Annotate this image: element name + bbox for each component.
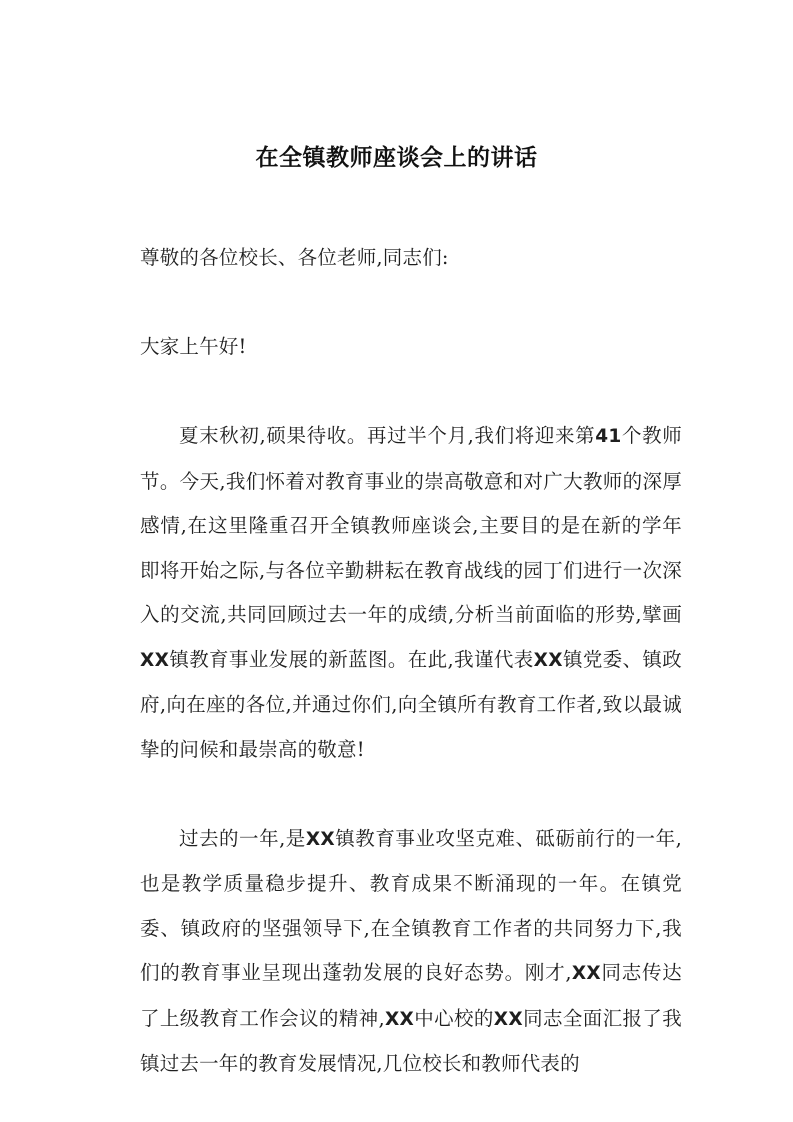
salutation-line: 尊敬的各位校长、各位老师,同志们: bbox=[140, 246, 449, 269]
bold-run: XX bbox=[384, 1008, 415, 1030]
text-run: 同志传达了上级教育工作会议的精神, bbox=[140, 961, 682, 1030]
text-run: 过去的一年,是 bbox=[179, 826, 306, 850]
text-run: 镇教育事业发展的新蓝图。在此,我谨代表 bbox=[169, 647, 534, 671]
spacer bbox=[140, 370, 682, 415]
bold-run: XX bbox=[571, 963, 601, 984]
spacer bbox=[140, 281, 682, 326]
bold-run: XX bbox=[533, 649, 563, 671]
text-run: 镇教育事业攻坚克难、砥砺前行的一年,也是教学质量稳步提升、教育成果不断涌现的一年。在镇党委、镇政府的坚强领导下,在全镇教育工作者的共同努力下,我们的教育事业呈现出蓬勃发展的良好态势。刚才, bbox=[140, 826, 682, 984]
greeting-line: 大家上午好! bbox=[140, 335, 247, 358]
text-run: 中心校的 bbox=[414, 1006, 494, 1030]
bold-run: XX bbox=[140, 649, 170, 671]
bold-run: 41 bbox=[595, 426, 622, 447]
bold-run: XX bbox=[493, 1008, 523, 1030]
document-body bbox=[140, 236, 682, 1087]
text-run: 个教师节。今天,我们怀着对教育事业的崇高敬意和对广大教师的深厚感情,在这里隆重召开全镇教师座谈会,主要目的是在新的学年即将开始之际,与各位辛勤耕耘在教育战线的园丁们进行一次深入的交流,共同回顾过去一年的成绩,分析当前面临的形势,擘画 bbox=[140, 424, 682, 626]
text-run: 夏末秋初,硕果待收。再过半个月,我们将迎来第 bbox=[179, 424, 596, 447]
body-paragraph bbox=[140, 414, 682, 772]
body-paragraph bbox=[140, 817, 682, 1087]
page-title: 在全镇教师座谈会上的讲话 bbox=[255, 144, 538, 172]
text-run: 镇党委、镇政府,向在座的各位,并通过你们,向全镇所有教育工作者,致以最诚挚的问候和最崇高的敬意! bbox=[140, 647, 683, 761]
text-run: 同志全面汇报了我镇过去一年的教育发展情况,几位校长和教师代表的 bbox=[140, 1006, 682, 1075]
bold-run: XX bbox=[305, 828, 335, 850]
spacer bbox=[140, 772, 682, 817]
